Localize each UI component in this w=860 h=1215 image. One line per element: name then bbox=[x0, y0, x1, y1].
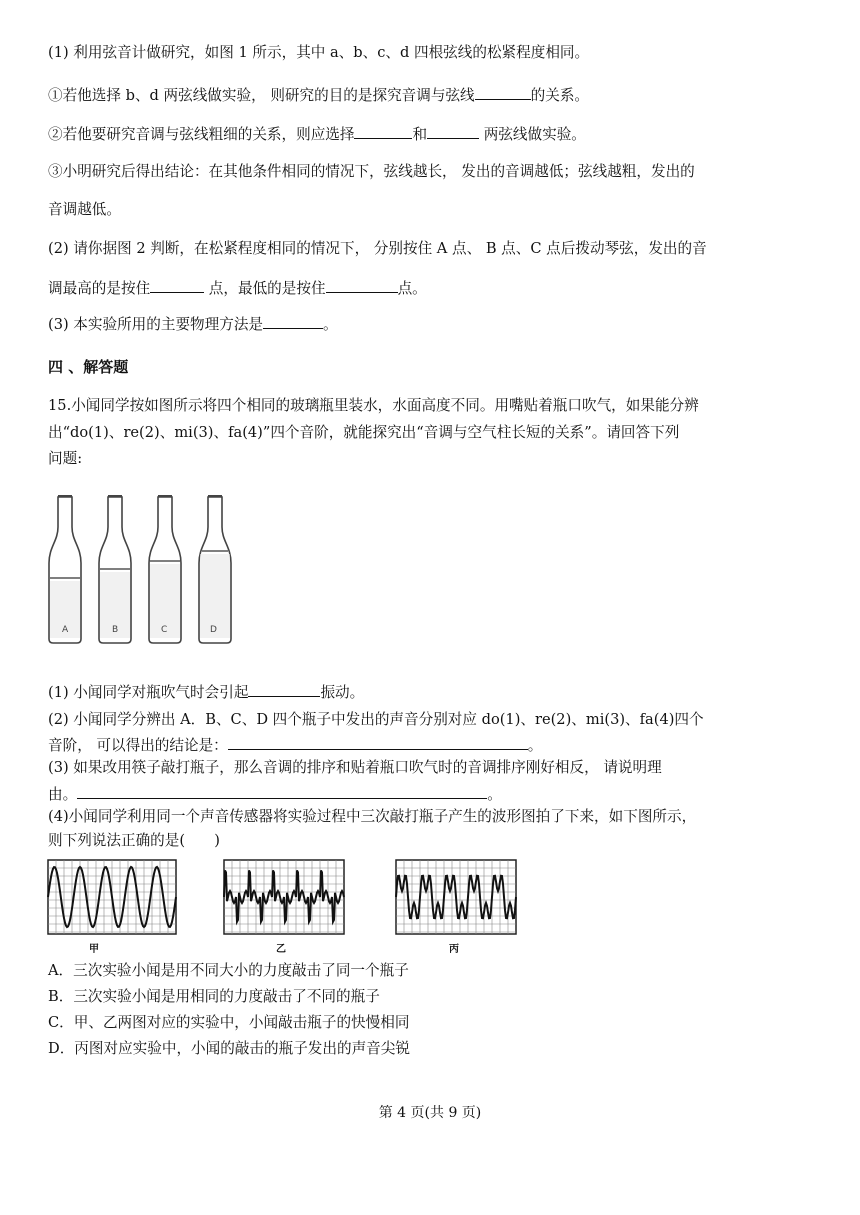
s2-text-b: 。 bbox=[527, 737, 543, 754]
part1-q3-line2: 音调越低。 bbox=[48, 201, 121, 218]
q15-s1 bbox=[48, 681, 816, 703]
p2-text-a: 调最高的是按住 bbox=[48, 280, 151, 297]
bottle-label-d: D bbox=[210, 625, 217, 635]
q15-stem-line3: 问题: bbox=[48, 450, 83, 467]
option-d[interactable]: D．丙图对应实验中，小闻的敲击的瓶子发出的声音尖锐 bbox=[48, 1040, 410, 1057]
part1-intro: (1) 利用弦音计做研究，如图 1 所示，其中 a、b、c、d 四根弦线的松紧程度相同。 bbox=[48, 44, 590, 61]
part2-line1: (2) 请你据图 2 判断，在松紧程度相同的情况下， 分别按住 A 点、 B 点、C 点后拨动琴弦，发出的音 bbox=[48, 240, 707, 257]
s1-text-b: 振动。 bbox=[320, 684, 365, 701]
wave-label-jia: 甲 bbox=[89, 944, 99, 955]
s1-text-a: (1) 小闻同学对瓶吹气时会引起 bbox=[48, 684, 249, 701]
wave-panel-jia bbox=[48, 860, 176, 934]
bottle-c bbox=[149, 496, 181, 643]
q15-s4-line1: (4)小闻同学利用同一个声音传感器将实验过程中三次敲打瓶子产生的波形图拍了下来，如下图所示， bbox=[48, 808, 697, 825]
bottle-label-a: A bbox=[62, 625, 69, 635]
q15-s2-line1: (2) 小闻同学分辨出 A．B、C、D 四个瓶子中发出的声音分别对应 do(1)、re(2)、mi(3)、fa(4)四个 bbox=[48, 711, 704, 728]
wave-panel-bing bbox=[396, 860, 516, 934]
q15-s3-line1: (3) 如果改用筷子敲打瓶子，那么音调的排序和贴着瓶口吹气时的音调排序刚好相反， 请说明理 bbox=[48, 759, 662, 776]
p3-text-b: 。 bbox=[323, 316, 338, 333]
wave-panel-yi bbox=[224, 860, 344, 934]
option-c[interactable]: C．甲、乙两图对应的实验中，小闻敲击瓶子的快慢相同 bbox=[48, 1014, 410, 1031]
part1-q1 bbox=[48, 84, 816, 106]
bottle-d bbox=[199, 496, 231, 643]
p2-blank-2[interactable] bbox=[326, 277, 398, 293]
s2-text-a: 音阶， 可以得出的结论是： bbox=[48, 737, 228, 754]
bottle-label-b: B bbox=[112, 625, 119, 635]
p3-text-a: (3) 本实验所用的主要物理方法是 bbox=[48, 316, 264, 333]
q1-text-a: ①若他选择 b、d 两弦线做实验， 则研究的目的是探究音调与弦线 bbox=[48, 87, 475, 104]
wave-label-bing: 丙 bbox=[449, 944, 459, 955]
page-footer: 第 4 页(共 9 页) bbox=[378, 1105, 482, 1121]
part3 bbox=[48, 313, 816, 335]
bottles-figure bbox=[42, 475, 252, 645]
q2-text-c: 两弦线做实验。 bbox=[479, 126, 586, 143]
q15-s2-line2 bbox=[48, 734, 816, 756]
s1-blank[interactable] bbox=[248, 681, 320, 697]
q1-text-b: 的关系。 bbox=[530, 87, 590, 104]
q2-blank-1[interactable] bbox=[354, 123, 412, 139]
q1-blank[interactable] bbox=[475, 84, 531, 100]
bottle-b bbox=[99, 496, 131, 643]
q2-text-a: ②若他要研究音调与弦线粗细的关系，则应选择 bbox=[48, 126, 355, 143]
bottle-label-c: C bbox=[161, 625, 168, 635]
q15-s3-line2 bbox=[48, 783, 816, 805]
part1-q3-line1: ③小明研究后得出结论：在其他条件相同的情况下，弦线越长， 发出的音调越低；弦线越粗，发出的 bbox=[48, 163, 695, 180]
q15-stem-line1: 15.小闻同学按如图所示将四个相同的玻璃瓶里装水，水面高度不同。用嘴贴着瓶口吹气，如果能分辨 bbox=[48, 397, 699, 414]
bottle-a bbox=[49, 496, 81, 643]
option-b[interactable]: B．三次实验小闻是用相同的力度敲击了不同的瓶子 bbox=[48, 988, 380, 1005]
p3-blank[interactable] bbox=[263, 313, 323, 329]
part2-line2 bbox=[48, 277, 816, 299]
q15-s4-line2: 则下列说法正确的是( ) bbox=[48, 832, 220, 849]
part1-q2 bbox=[48, 123, 816, 145]
wave-label-yi: 乙 bbox=[276, 944, 286, 955]
s2-blank[interactable] bbox=[228, 734, 528, 750]
s3-text-b: 。 bbox=[487, 786, 502, 803]
section-title: 四 、解答题 bbox=[48, 358, 129, 376]
q2-blank-2[interactable] bbox=[427, 123, 479, 139]
option-a[interactable]: A．三次实验小闻是用不同大小的力度敲击了同一个瓶子 bbox=[48, 962, 409, 979]
p2-text-b: 点，最低的是按住 bbox=[204, 280, 326, 297]
s3-blank[interactable] bbox=[77, 783, 487, 799]
p2-text-c: 点。 bbox=[397, 280, 427, 297]
q15-stem-line2: 出“do(1)、re(2)、mi(3)、fa(4)”四个音阶，就能探究出“音调与空气柱长短的关系”。请回答下列 bbox=[48, 424, 680, 441]
s3-text-a: 由。 bbox=[48, 786, 78, 803]
q2-text-b: 和 bbox=[412, 126, 428, 143]
p2-blank-1[interactable] bbox=[150, 277, 204, 293]
